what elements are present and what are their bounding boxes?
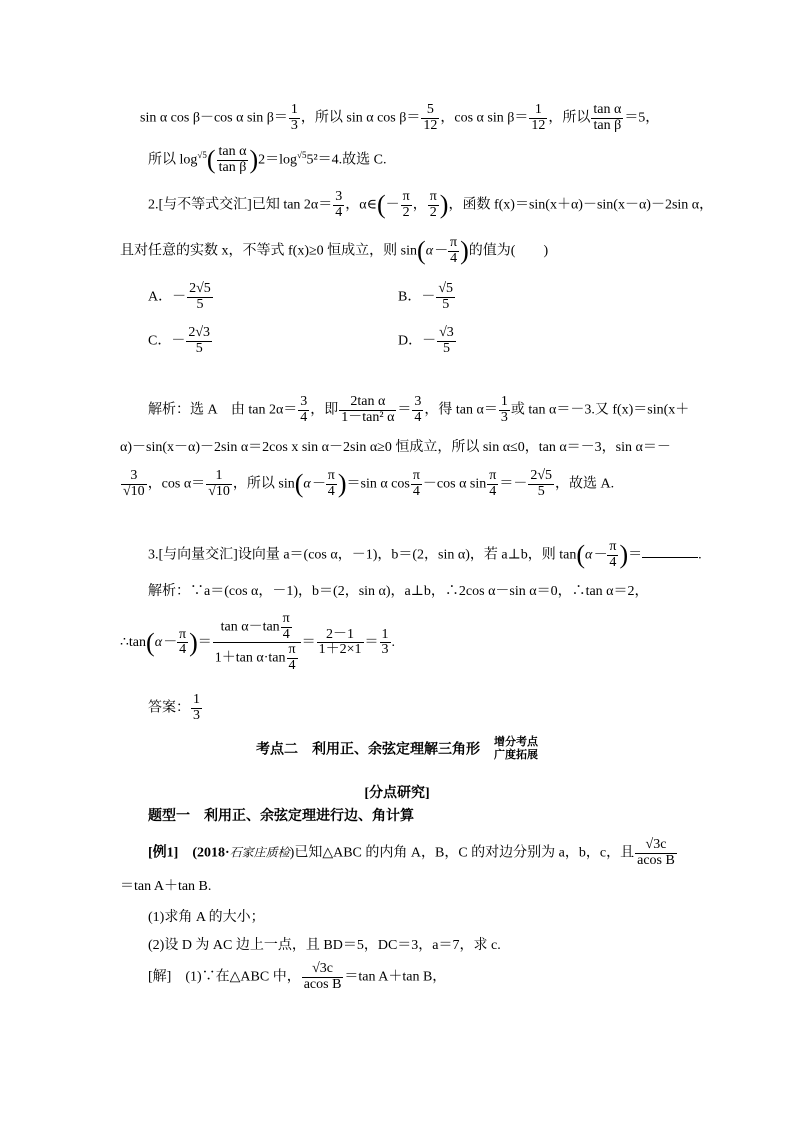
section-title: 考点二 利用正、余弦定理解三角形 bbox=[256, 742, 480, 758]
fraction: $\frac{1}{3}$ bbox=[193, 692, 200, 723]
fraction: $\frac{\text{tan α}}{\text{tan β}}$ bbox=[218, 144, 247, 175]
fraction: $\frac{3}{√10}$ bbox=[123, 468, 145, 499]
source-tag: 石家庄质检 bbox=[229, 845, 290, 860]
fraction: $\frac{√5}{5}$ bbox=[438, 281, 454, 312]
option-c: C．－ $\frac{2√3}{5}$ bbox=[148, 325, 211, 356]
fraction: $\frac{2-1}{1+2\times 1}$ bbox=[318, 626, 362, 658]
fraction: $\frac{5}{12}$ bbox=[423, 102, 438, 133]
fraction: $\frac{1}{12}$ bbox=[531, 102, 546, 133]
fraction: $\frac{\pi}{4}$ bbox=[327, 468, 335, 499]
fraction: $\frac{1}{3}$ bbox=[381, 626, 389, 658]
text: 或 tan α＝－3.又 f(x)＝sin(x＋ bbox=[510, 402, 690, 418]
text: 3.[与向量交汇]设向量 a＝(cos α，－1)，b＝(2，sin α)，若 a⊥b，则 tan bbox=[148, 547, 577, 563]
text: [例1] (2018· bbox=[148, 845, 230, 861]
text: ，所以 bbox=[548, 110, 591, 126]
fraction: $\frac{√3c}{\text{acos B}}$ bbox=[637, 837, 675, 868]
text: ＝ bbox=[397, 402, 412, 418]
ex1-line-2: ＝tan A＋tan B. bbox=[120, 879, 212, 894]
fraction: $\frac{√3}{5}$ bbox=[439, 325, 454, 356]
text: ＝ bbox=[628, 547, 643, 563]
fraction: $\frac{3}{4}$ bbox=[335, 189, 343, 220]
text: －cos α sin bbox=[422, 476, 487, 492]
option-a: A．－ $\frac{2√5}{5}$ bbox=[148, 281, 211, 312]
option-b: B．－ $\frac{√5}{5}$ bbox=[398, 281, 454, 312]
fraction: $\frac{\pi}{4}$ bbox=[609, 539, 617, 570]
fraction: $\frac{\text{tan α}}{\text{tan β}}$ bbox=[593, 102, 622, 133]
big-fraction: tan α－tan $\frac{\pi}{4}$ 1＋tan α·tan $\frac{\pi}{4}$ bbox=[213, 612, 301, 674]
log-base: √5 bbox=[297, 149, 307, 160]
text: ，所以 sin α cos β＝ bbox=[300, 110, 421, 126]
fraction: $\frac{2√5}{5}$ bbox=[530, 468, 553, 499]
text: ，cos α＝ bbox=[147, 476, 206, 492]
fraction: $\frac{\pi}{2}$ bbox=[429, 189, 437, 220]
text: 答案： bbox=[148, 700, 190, 716]
q3-answer bbox=[148, 693, 203, 723]
text: ＝ bbox=[364, 635, 379, 651]
text: 解析：∵a＝(cos α，－1)，b＝(2，sin α)，a⊥b，∴2cos α－sin α＝0，∴tan α＝2， bbox=[148, 584, 649, 599]
q3-line-1: 3.[与向量交汇]设向量 a＝(cos α，－1)，b＝(2，sin α)，若 a⊥b，则 tan(α－ $\frac{\pi}{4}$ )＝ . bbox=[148, 539, 702, 570]
text: ，即 bbox=[310, 402, 339, 418]
text: 且对任意的实数 x，不等式 f(x)≥0 恒成立，则 sin bbox=[120, 243, 418, 259]
answer-blank bbox=[642, 557, 698, 558]
text: ＝－ bbox=[499, 476, 528, 492]
question-type-heading: 题型一 利用正、余弦定理进行边、角计算 bbox=[148, 809, 414, 824]
text: . bbox=[698, 547, 702, 563]
sol2-line-3: $\frac{3}{√10}$ ，cos α＝ $\frac{1}{√10}$ ，所以 sin(α－ $\frac{\pi}{4}$ )＝sin α cos $\frac{\pi}{4}$ －cos α sin $\frac{\pi}{4}$ ＝－ $\frac{2√5}{5}$ ，故选 A. bbox=[123, 468, 615, 499]
text: ＝ bbox=[197, 635, 212, 651]
text: 解析：选 A 由 tan 2α＝ bbox=[148, 402, 298, 418]
text: )已知△ABC 的内角 A，B，C 的对边分别为 a，b，c，且 bbox=[289, 845, 635, 861]
fraction: $\frac{1}{3}$ bbox=[500, 394, 508, 425]
text: 的值为( ) bbox=[468, 243, 549, 259]
fraction: $\frac{√3c}{\text{acos B}}$ bbox=[303, 961, 342, 992]
fraction: $\frac{2√5}{5}$ bbox=[189, 281, 211, 312]
text: ＝5， bbox=[624, 110, 660, 126]
fraction: $\frac{\pi}{4}$ bbox=[450, 235, 458, 266]
text: 所以 log bbox=[148, 152, 198, 168]
ex1-line-4: (2)设 D 为 AC 边上一点，且 BD＝5，DC＝3，a＝7，求 c. bbox=[148, 938, 501, 953]
fraction: $\frac{3}{4}$ bbox=[414, 394, 422, 425]
sol2-line-2 bbox=[120, 441, 671, 455]
q3-line-2 bbox=[148, 585, 649, 599]
fraction: $\frac{\text{2tan α}}{\text{1－tan² α}}$ bbox=[341, 394, 395, 425]
prev-line-2: 所以 $\log^{√5}$( $\frac{\text{tan α}}{\text{tan β}}$ )$2=\log^{√5}5^2=4$.故选 C. bbox=[148, 144, 387, 175]
fraction: $\frac{1}{3}$ bbox=[290, 102, 298, 133]
text: ＝sin α cos bbox=[346, 476, 410, 492]
text: 5²＝4.故选 C. bbox=[306, 152, 387, 168]
fraction: $\frac{2√3}{5}$ bbox=[188, 325, 211, 356]
fraction: $\frac{\pi}{4}$ bbox=[412, 468, 420, 499]
text: sin α cos β－cos α sin β＝ bbox=[140, 110, 288, 126]
sol2-line-1 bbox=[148, 395, 689, 425]
text: [解] (1)∵在△ABC 中， bbox=[148, 969, 301, 985]
text: ，α∈ bbox=[345, 197, 377, 213]
text: ，cos α sin β＝ bbox=[440, 110, 529, 126]
fraction: $\frac{\pi}{4}$ bbox=[489, 468, 497, 499]
fraction: $\frac{\pi}{2}$ bbox=[402, 189, 410, 220]
option-d: D．－ $\frac{√3}{5}$ bbox=[398, 325, 454, 356]
text: α)－sin(x－α)－2sin α＝2cos x sin α－2sin α≥0 恒成立，所以 sin α≤0，tan α＝－3，sin α＝－ bbox=[120, 440, 671, 455]
ex1-line-1 bbox=[148, 838, 678, 868]
fraction: $\frac{1}{√10}$ bbox=[208, 468, 230, 499]
text: ＝tan A＋tan B， bbox=[344, 969, 447, 985]
text: ＝ bbox=[301, 635, 316, 651]
ex1-solution-start bbox=[148, 962, 446, 992]
q2-line-2: 且对任意的实数 x，不等式 f(x)≥0 恒成立，则 sin(α－ $\frac{\pi}{4}$ )的值为( ) bbox=[120, 235, 549, 266]
q3-line-3: ∴tan(α－ $\frac{\pi}{4}$ )＝ tan α－tan $\frac{\pi}{4}$ 1＋tan α·tan $\frac{\pi}{4}$ ＝ $\frac{2-1}{1+2\times 1}$ ＝ $\frac{1}{3}$ . bbox=[120, 611, 395, 674]
section-tag: 增分考点 广度拓展 bbox=[494, 736, 538, 761]
fraction: $\frac{\pi}{4}$ bbox=[179, 626, 187, 658]
ex1-line-3: (1)求角 A 的大小； bbox=[148, 910, 265, 925]
text: . bbox=[391, 635, 395, 651]
log-base: √5 bbox=[197, 149, 207, 160]
text: ，所以 sin bbox=[232, 476, 295, 492]
text: ∴tan bbox=[120, 635, 147, 651]
text: ，故选 A. bbox=[555, 476, 615, 492]
fraction: $\frac{3}{4}$ bbox=[300, 394, 308, 425]
q2-line-1: 2.[与不等式交汇]已知 tan 2α＝ $\frac{3}{4}$ ，α∈(－ $\frac{\pi}{2}$ ， $\frac{\pi}{2}$ )，函数 f(x)＝sin(x＋α)－sin(x－α)－2sin α， bbox=[148, 189, 714, 220]
text: ，函数 f(x)＝sin(x＋α)－sin(x－α)－2sin α， bbox=[448, 197, 714, 213]
section-subtitle: [分点研究] bbox=[364, 786, 430, 801]
prev-line-1 bbox=[140, 103, 659, 133]
text: 2.[与不等式交汇]已知 tan 2α＝ bbox=[148, 197, 333, 213]
section-title-row bbox=[0, 736, 794, 761]
text: ，得 tan α＝ bbox=[424, 402, 498, 418]
text: α－ bbox=[425, 243, 448, 259]
text: 2＝log bbox=[258, 152, 298, 168]
